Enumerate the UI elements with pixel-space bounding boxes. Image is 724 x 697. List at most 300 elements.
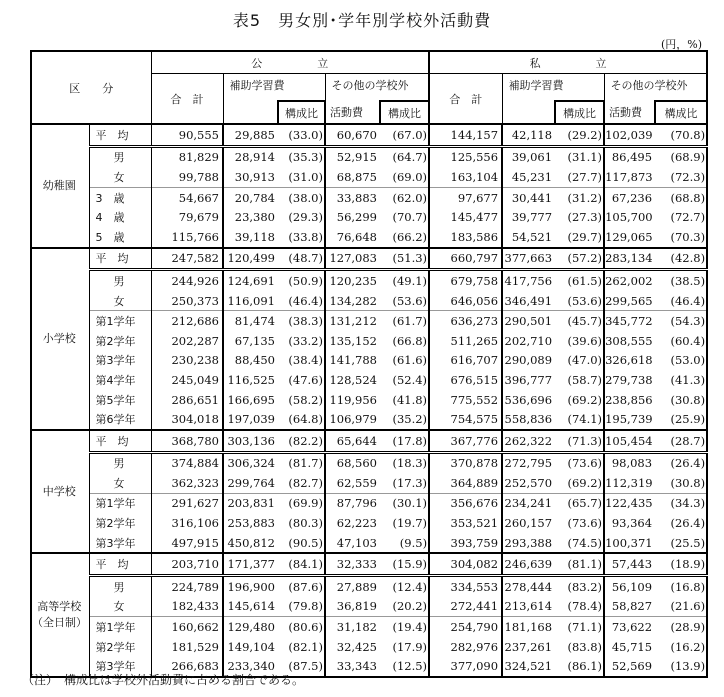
row-label: 男 — [89, 576, 151, 597]
table-row — [31, 430, 707, 452]
table-row — [31, 291, 707, 311]
amount-cell: 58,827 — [611, 599, 653, 614]
row-label: 4 歳 — [89, 207, 151, 227]
total-cell: 203,710 — [151, 553, 223, 575]
ratio-cell: (42.8) — [655, 248, 707, 270]
table-row — [31, 597, 707, 617]
amount-cell: 272,795 — [502, 452, 555, 473]
amount-cell: 213,614 — [504, 599, 553, 614]
total-cell: 224,789 — [151, 576, 223, 597]
total-cell: 125,556 — [429, 146, 502, 167]
amount-cell: 119,956 — [329, 392, 377, 407]
total-cell: 616,707 — [429, 351, 502, 371]
total-cell: 54,667 — [151, 187, 223, 207]
table-row — [31, 146, 707, 167]
table-row — [31, 473, 707, 493]
ratio-cell: (84.1) — [278, 553, 325, 575]
ratio-cell: (51.3) — [380, 248, 429, 270]
ratio-cell: (73.6) — [555, 452, 604, 473]
amount-cell: 290,089 — [504, 353, 553, 368]
ratio-cell: (38.0) — [278, 187, 325, 207]
header-public-supp-ratio: 構成比 — [278, 101, 325, 124]
ratio-cell: (58.7) — [555, 370, 604, 390]
table-row — [31, 533, 707, 554]
amount-cell: 36,819 — [336, 599, 377, 614]
amount-cell: 536,696 — [504, 392, 553, 407]
amount-cell: 86,495 — [604, 146, 655, 167]
amount-cell: 127,083 — [325, 248, 380, 270]
amount-cell: 308,555 — [605, 333, 653, 348]
group-name: 小学校 — [42, 331, 76, 345]
amount-cell: 116,525 — [227, 372, 275, 387]
ratio-cell: (66.8) — [380, 331, 429, 351]
amount-cell: 33,343 — [336, 659, 377, 674]
row-label: 第1学年 — [89, 493, 151, 513]
amount-cell: 278,444 — [502, 576, 555, 597]
group-name: 中学校 — [42, 484, 76, 498]
amount-cell: 124,691 — [223, 270, 278, 291]
table-row — [31, 637, 707, 657]
table-body — [31, 124, 707, 677]
amount-cell: 196,900 — [223, 576, 278, 597]
amount-cell: 326,618 — [605, 353, 653, 368]
activity-expense-table — [30, 50, 708, 678]
ratio-cell: (45.7) — [555, 311, 604, 331]
ratio-cell: (53.0) — [670, 353, 706, 368]
total-cell: 230,238 — [151, 351, 223, 371]
row-label: 男 — [89, 146, 151, 167]
ratio-cell: (53.6) — [555, 291, 604, 311]
row-label: 3 歳 — [89, 187, 151, 207]
ratio-cell: (78.4) — [555, 597, 604, 617]
ratio-cell: (46.4) — [278, 291, 325, 311]
amount-cell: 105,700 — [605, 210, 653, 225]
ratio-cell: (83.8) — [555, 637, 604, 657]
total-cell: 97,677 — [429, 187, 502, 207]
row-label: 女 — [89, 473, 151, 493]
total-cell: 511,265 — [429, 331, 502, 351]
header-private-supplementary: 補助学習費 — [502, 74, 604, 102]
ratio-cell: (20.2) — [380, 597, 429, 617]
amount-cell: 129,065 — [605, 229, 653, 244]
ratio-cell: (79.8) — [278, 597, 325, 617]
row-label: 平 均 — [89, 248, 151, 270]
amount-cell: 39,118 — [234, 229, 275, 244]
amount-cell: 32,333 — [325, 553, 380, 575]
ratio-cell: (28.7) — [655, 430, 707, 452]
header-public-supplementary: 補助学習費 — [223, 74, 325, 102]
row-label: 第3学年 — [89, 656, 151, 677]
amount-cell: 54,521 — [511, 229, 553, 244]
ratio-cell: (70.7) — [380, 207, 429, 227]
ratio-cell: (80.6) — [278, 617, 325, 637]
row-label: 5 歳 — [89, 227, 151, 248]
ratio-cell: (61.6) — [380, 351, 429, 371]
amount-cell: 39,061 — [502, 146, 555, 167]
table-row — [31, 331, 707, 351]
table-row — [31, 227, 707, 248]
amount-cell: 20,784 — [223, 187, 278, 207]
amount-cell: 122,435 — [604, 493, 655, 513]
row-label: 第2学年 — [89, 637, 151, 657]
amount-cell: 145,614 — [227, 599, 275, 614]
table-row — [31, 167, 707, 187]
total-cell: 145,477 — [429, 207, 502, 227]
ratio-cell: (70.8) — [655, 124, 707, 146]
total-cell: 282,976 — [429, 637, 502, 657]
table-row — [31, 493, 707, 513]
ratio-cell: (30.1) — [380, 493, 429, 513]
total-cell: 160,662 — [151, 617, 223, 637]
amount-cell: 56,299 — [336, 210, 377, 225]
amount-cell: 87,796 — [325, 493, 380, 513]
group-label — [31, 430, 89, 554]
amount-cell: 306,324 — [223, 452, 278, 473]
amount-cell: 134,282 — [329, 293, 377, 308]
ratio-cell: (60.4) — [670, 333, 706, 348]
amount-cell: 45,231 — [511, 169, 553, 184]
amount-cell: 299,565 — [605, 293, 653, 308]
amount-cell: 171,377 — [223, 553, 278, 575]
amount-cell: 62,223 — [336, 516, 377, 531]
ratio-cell: (41.3) — [670, 372, 706, 387]
total-cell: 775,552 — [429, 390, 502, 410]
row-label: 第6学年 — [89, 409, 151, 430]
ratio-cell: (26.4) — [655, 452, 707, 473]
row-label: 平 均 — [89, 430, 151, 452]
amount-cell: 106,979 — [329, 412, 377, 427]
ratio-cell: (64.7) — [380, 146, 429, 167]
row-label: 第1学年 — [89, 311, 151, 331]
amount-cell: 45,715 — [611, 639, 653, 654]
total-cell: 364,889 — [429, 473, 502, 493]
ratio-cell: (26.4) — [670, 516, 706, 531]
row-label: 第2学年 — [89, 331, 151, 351]
footnote: （注） 構成比は学校外活動費に占める割合である。 — [22, 673, 305, 687]
amount-cell: 279,738 — [605, 372, 653, 387]
amount-cell: 417,756 — [502, 270, 555, 291]
ratio-cell: (30.8) — [670, 392, 706, 407]
total-cell: 245,049 — [151, 370, 223, 390]
amount-cell: 56,109 — [604, 576, 655, 597]
ratio-cell: (31.2) — [555, 187, 604, 207]
ratio-cell: (81.1) — [555, 553, 604, 575]
total-cell: 353,521 — [429, 513, 502, 533]
ratio-cell: (74.1) — [555, 409, 604, 430]
ratio-cell: (82.2) — [278, 430, 325, 452]
ratio-cell: (25.9) — [670, 412, 706, 427]
amount-cell: 117,873 — [605, 169, 653, 184]
ratio-cell: (61.7) — [380, 311, 429, 331]
ratio-cell: (17.9) — [380, 637, 429, 657]
header-private-other-activity: 活動費 — [604, 101, 655, 124]
ratio-cell: (72.7) — [670, 210, 706, 225]
amount-cell: 558,836 — [504, 412, 553, 427]
header-private-supp-ratio: 構成比 — [555, 101, 604, 124]
ratio-cell: (25.5) — [670, 535, 706, 550]
table-row — [31, 370, 707, 390]
ratio-cell: (38.5) — [655, 270, 707, 291]
table-row — [31, 390, 707, 410]
amount-cell: 39,777 — [511, 210, 553, 225]
table-row — [31, 187, 707, 207]
ratio-cell: (19.7) — [380, 513, 429, 533]
ratio-cell: (29.7) — [555, 227, 604, 248]
ratio-cell: (86.1) — [555, 656, 604, 677]
ratio-cell: (19.4) — [380, 617, 429, 637]
ratio-cell: (71.3) — [555, 430, 604, 452]
ratio-cell: (9.5) — [380, 533, 429, 554]
ratio-cell: (87.6) — [278, 576, 325, 597]
ratio-cell: (61.5) — [555, 270, 604, 291]
header-private-other: その他の学校外 — [604, 74, 707, 102]
header-public-total: 合 計 — [151, 74, 223, 125]
ratio-cell: (53.6) — [380, 291, 429, 311]
total-cell: 368,780 — [151, 430, 223, 452]
total-cell: 272,441 — [429, 597, 502, 617]
total-cell: 79,679 — [151, 207, 223, 227]
amount-cell: 237,261 — [504, 639, 553, 654]
table-title: 表5 男女別･学年別学校外活動費 — [232, 11, 492, 30]
ratio-cell: (41.8) — [380, 390, 429, 410]
amount-cell: 60,670 — [325, 124, 380, 146]
amount-cell: 262,002 — [604, 270, 655, 291]
row-label: 女 — [89, 291, 151, 311]
header-public-other: その他の学校外 — [325, 74, 429, 102]
amount-cell: 65,644 — [325, 430, 380, 452]
total-cell: 115,766 — [151, 227, 223, 248]
amount-cell: 120,235 — [325, 270, 380, 291]
total-cell: 497,915 — [151, 533, 223, 554]
ratio-cell: (21.6) — [670, 599, 706, 614]
amount-cell: 203,831 — [223, 493, 278, 513]
total-cell: 286,651 — [151, 390, 223, 410]
total-cell: 393,759 — [429, 533, 502, 554]
ratio-cell: (28.9) — [655, 617, 707, 637]
ratio-cell: (66.2) — [380, 227, 429, 248]
ratio-cell: (38.4) — [278, 351, 325, 371]
row-label: 第3学年 — [89, 351, 151, 371]
amount-cell: 303,136 — [223, 430, 278, 452]
ratio-cell: (69.2) — [555, 390, 604, 410]
total-cell: 377,090 — [429, 656, 502, 677]
table-row — [31, 409, 707, 430]
ratio-cell: (50.9) — [278, 270, 325, 291]
total-cell: 291,627 — [151, 493, 223, 513]
amount-cell: 293,388 — [504, 535, 553, 550]
ratio-cell: (68.9) — [655, 146, 707, 167]
total-cell: 90,555 — [151, 124, 223, 146]
ratio-cell: (72.3) — [670, 169, 706, 184]
amount-cell: 116,091 — [227, 293, 275, 308]
group-subname: （全日制） — [32, 616, 87, 630]
amount-cell: 52,569 — [611, 659, 653, 674]
header-private-other-ratio: 構成比 — [655, 101, 707, 124]
ratio-cell: (47.6) — [278, 370, 325, 390]
amount-cell: 202,710 — [504, 333, 553, 348]
table-row — [31, 124, 707, 146]
amount-cell: 120,499 — [223, 248, 278, 270]
total-cell: 266,683 — [151, 656, 223, 677]
group-label — [31, 248, 89, 430]
row-label: 平 均 — [89, 124, 151, 146]
header-private: 私 立 — [429, 51, 707, 74]
table-row — [31, 617, 707, 637]
amount-cell: 42,118 — [502, 124, 555, 146]
ratio-cell: (65.7) — [555, 493, 604, 513]
row-label: 第2学年 — [89, 513, 151, 533]
ratio-cell: (12.5) — [380, 656, 429, 677]
header-private-total: 合 計 — [429, 74, 502, 125]
ratio-cell: (74.5) — [555, 533, 604, 554]
amount-cell: 76,648 — [336, 229, 377, 244]
ratio-cell: (18.3) — [380, 452, 429, 473]
table-row — [31, 513, 707, 533]
total-cell: 247,582 — [151, 248, 223, 270]
amount-cell: 181,168 — [502, 617, 555, 637]
ratio-cell: (38.3) — [278, 311, 325, 331]
ratio-cell: (54.3) — [655, 311, 707, 331]
table-row — [31, 207, 707, 227]
amount-cell: 57,443 — [604, 553, 655, 575]
total-cell: 163,104 — [429, 167, 502, 187]
ratio-cell: (68.8) — [655, 187, 707, 207]
amount-cell: 246,639 — [502, 553, 555, 575]
ratio-cell: (39.6) — [555, 331, 604, 351]
amount-cell: 324,521 — [504, 659, 553, 674]
table-row — [31, 452, 707, 473]
ratio-cell: (34.3) — [655, 493, 707, 513]
ratio-cell: (27.3) — [555, 207, 604, 227]
group-name: 高等学校 — [37, 600, 82, 614]
total-cell: 636,273 — [429, 311, 502, 331]
amount-cell: 47,103 — [336, 535, 377, 550]
amount-cell: 23,380 — [234, 210, 275, 225]
amount-cell: 68,560 — [325, 452, 380, 473]
ratio-cell: (82.1) — [278, 637, 325, 657]
amount-cell: 234,241 — [502, 493, 555, 513]
amount-cell: 262,322 — [502, 430, 555, 452]
ratio-cell: (16.2) — [670, 639, 706, 654]
header-public-other-activity: 活動費 — [325, 101, 380, 124]
amount-cell: 131,212 — [325, 311, 380, 331]
amount-cell: 128,524 — [329, 372, 377, 387]
ratio-cell: (80.3) — [278, 513, 325, 533]
ratio-cell: (52.4) — [380, 370, 429, 390]
amount-cell: 33,883 — [325, 187, 380, 207]
ratio-cell: (16.8) — [655, 576, 707, 597]
amount-cell: 141,788 — [329, 353, 377, 368]
row-label: 第3学年 — [89, 533, 151, 554]
amount-cell: 283,134 — [604, 248, 655, 270]
amount-cell: 88,450 — [234, 353, 275, 368]
unit-label: (円，%) — [660, 38, 702, 51]
total-cell: 304,082 — [429, 553, 502, 575]
amount-cell: 129,480 — [223, 617, 278, 637]
amount-cell: 30,441 — [502, 187, 555, 207]
amount-cell: 62,559 — [336, 475, 377, 490]
total-cell: 374,884 — [151, 452, 223, 473]
ratio-cell: (31.0) — [278, 167, 325, 187]
total-cell: 202,287 — [151, 331, 223, 351]
total-cell: 367,776 — [429, 430, 502, 452]
total-cell: 212,686 — [151, 311, 223, 331]
amount-cell: 252,570 — [504, 475, 553, 490]
ratio-cell: (90.5) — [278, 533, 325, 554]
table-row — [31, 553, 707, 575]
ratio-cell: (46.4) — [670, 293, 706, 308]
amount-cell: 253,883 — [227, 516, 275, 531]
ratio-cell: (69.2) — [555, 473, 604, 493]
amount-cell: 30,913 — [234, 169, 275, 184]
row-label: 女 — [89, 167, 151, 187]
total-cell: 99,788 — [151, 167, 223, 187]
ratio-cell: (81.7) — [278, 452, 325, 473]
amount-cell: 102,039 — [604, 124, 655, 146]
header-blank — [223, 101, 278, 124]
ratio-cell: (17.3) — [380, 473, 429, 493]
amount-cell: 28,914 — [223, 146, 278, 167]
ratio-cell: (33.8) — [278, 227, 325, 248]
table-row — [31, 248, 707, 270]
amount-cell: 73,622 — [604, 617, 655, 637]
amount-cell: 29,885 — [223, 124, 278, 146]
total-cell: 370,878 — [429, 452, 502, 473]
row-label: 平 均 — [89, 553, 151, 575]
ratio-cell: (33.0) — [278, 124, 325, 146]
amount-cell: 396,777 — [504, 372, 553, 387]
total-cell: 304,018 — [151, 409, 223, 430]
amount-cell: 81,474 — [223, 311, 278, 331]
ratio-cell: (70.3) — [670, 229, 706, 244]
amount-cell: 98,083 — [604, 452, 655, 473]
ratio-cell: (17.8) — [380, 430, 429, 452]
total-cell: 676,515 — [429, 370, 502, 390]
table-row — [31, 576, 707, 597]
row-label: 第5学年 — [89, 390, 151, 410]
ratio-cell: (62.0) — [380, 187, 429, 207]
ratio-cell: (71.1) — [555, 617, 604, 637]
row-label: 第1学年 — [89, 617, 151, 637]
amount-cell: 67,236 — [604, 187, 655, 207]
total-cell: 144,157 — [429, 124, 502, 146]
ratio-cell: (87.5) — [278, 656, 325, 677]
ratio-cell: (18.9) — [655, 553, 707, 575]
total-cell: 679,758 — [429, 270, 502, 291]
amount-cell: 377,663 — [502, 248, 555, 270]
ratio-cell: (58.2) — [278, 390, 325, 410]
total-cell: 81,829 — [151, 146, 223, 167]
amount-cell: 233,340 — [227, 659, 275, 674]
header-category: 区 分 — [31, 51, 151, 124]
amount-cell: 105,454 — [604, 430, 655, 452]
total-cell: 660,797 — [429, 248, 502, 270]
total-cell: 334,553 — [429, 576, 502, 597]
amount-cell: 93,364 — [611, 516, 653, 531]
amount-cell: 149,104 — [227, 639, 275, 654]
amount-cell: 135,152 — [329, 333, 377, 348]
total-cell: 356,676 — [429, 493, 502, 513]
ratio-cell: (48.7) — [278, 248, 325, 270]
amount-cell: 450,812 — [227, 535, 275, 550]
row-label: 女 — [89, 597, 151, 617]
ratio-cell: (13.9) — [670, 659, 706, 674]
ratio-cell: (27.7) — [555, 167, 604, 187]
table-row — [31, 270, 707, 291]
total-cell: 183,586 — [429, 227, 502, 248]
ratio-cell: (35.3) — [278, 146, 325, 167]
ratio-cell: (33.2) — [278, 331, 325, 351]
